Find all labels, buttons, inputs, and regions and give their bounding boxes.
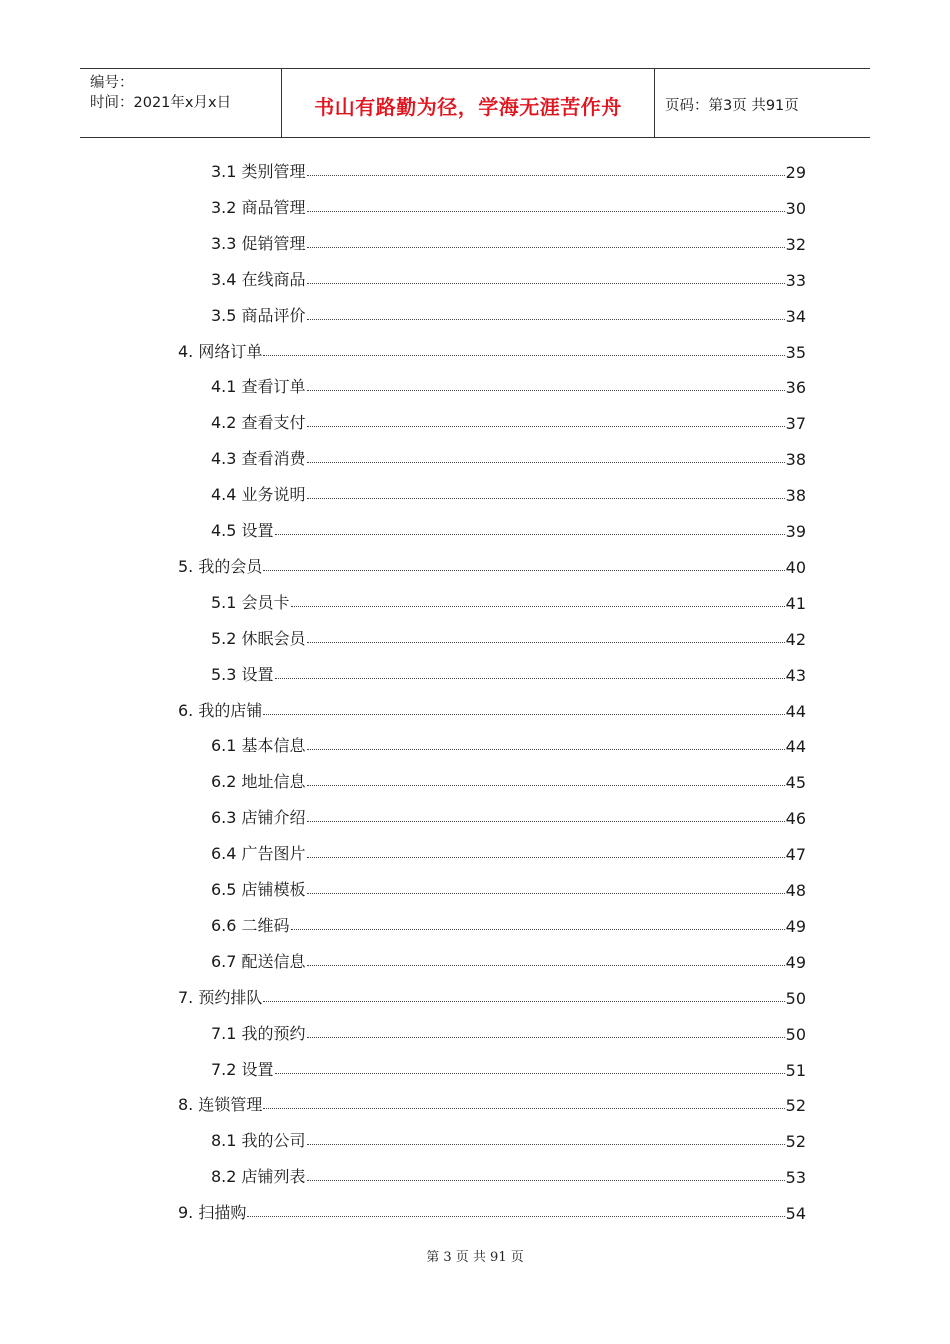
toc-entry-title: 8.1 我的公司 xyxy=(211,1131,306,1151)
toc-leader-dots xyxy=(307,425,785,427)
toc-leader-dots xyxy=(307,748,785,750)
toc-entry-page: 40 xyxy=(785,557,806,577)
toc-entry[interactable] xyxy=(211,625,806,649)
toc-leader-dots xyxy=(307,282,785,284)
toc-entry[interactable] xyxy=(211,266,806,290)
toc-entry-page: 33 xyxy=(785,270,806,290)
toc-entry[interactable] xyxy=(211,589,806,613)
toc-entry[interactable] xyxy=(211,768,806,792)
toc-leader-dots xyxy=(307,892,785,894)
toc-entry-title: 9. 扫描购 xyxy=(178,1203,247,1223)
toc-entry-page: 49 xyxy=(785,952,806,972)
toc-entry[interactable] xyxy=(178,697,806,721)
toc-entry[interactable] xyxy=(211,517,806,541)
toc-entry-title: 7.2 设置 xyxy=(211,1059,274,1079)
toc-entry-page: 29 xyxy=(785,163,806,182)
toc-entry[interactable] xyxy=(178,338,806,362)
toc-entry-title: 5.2 休眠会员 xyxy=(211,628,306,648)
toc-entry[interactable] xyxy=(211,158,806,182)
toc-entry-page: 42 xyxy=(785,629,806,649)
toc-entry[interactable] xyxy=(211,804,806,828)
toc-leader-dots xyxy=(307,856,785,858)
toc-entry-page: 35 xyxy=(785,342,806,362)
toc-entry-title: 6.5 店铺模板 xyxy=(211,880,306,899)
toc-entry[interactable] xyxy=(178,553,806,577)
toc-leader-dots xyxy=(307,820,785,822)
toc-entry-title: 3.1 类别管理 xyxy=(211,162,306,181)
toc-leader-dots xyxy=(307,1179,785,1181)
toc-entry[interactable] xyxy=(211,661,806,685)
toc-leader-dots xyxy=(263,354,784,356)
toc-entry-page: 37 xyxy=(785,414,806,434)
toc-entry-title: 4.3 查看消费 xyxy=(211,449,306,469)
page-footer: 第 3 页 共 91 页 xyxy=(426,1250,524,1265)
date-label: 时间：2021年x月x日 xyxy=(90,95,232,111)
toc-entry-page: 43 xyxy=(785,665,806,685)
toc-entry[interactable] xyxy=(178,1091,806,1115)
toc-entry-page: 54 xyxy=(785,1204,806,1224)
header-motto-cell xyxy=(282,69,655,137)
toc-entry[interactable] xyxy=(211,445,806,469)
toc-entry[interactable] xyxy=(211,732,806,756)
number-label: 编号： xyxy=(90,75,134,91)
toc-entry[interactable] xyxy=(178,1199,806,1223)
toc-leader-dots xyxy=(307,174,785,176)
toc-entry-page: 51 xyxy=(785,1060,806,1080)
toc-entry[interactable] xyxy=(211,194,806,218)
toc-leader-dots xyxy=(247,1215,784,1217)
toc-entry-title: 4.4 业务说明 xyxy=(211,485,306,505)
toc-entry[interactable] xyxy=(211,840,806,864)
toc-entry-page: 38 xyxy=(785,450,806,470)
toc-entry-title: 5.1 会员卡 xyxy=(211,592,290,612)
toc-leader-dots xyxy=(307,389,785,391)
toc-entry-page: 32 xyxy=(785,234,806,254)
toc-entry[interactable] xyxy=(211,373,806,397)
toc-leader-dots xyxy=(275,677,785,679)
toc-entry-page: 39 xyxy=(785,522,806,541)
toc-entry-title: 7. 预约排队 xyxy=(178,987,263,1007)
toc-leader-dots xyxy=(263,1107,784,1109)
toc-entry-page: 53 xyxy=(785,1168,806,1188)
toc-entry-page: 44 xyxy=(785,701,806,721)
toc-entry[interactable] xyxy=(211,1163,806,1187)
toc-leader-dots xyxy=(307,318,785,320)
toc-entry-page: 50 xyxy=(785,988,806,1008)
toc-entry-page: 44 xyxy=(785,737,806,757)
toc-leader-dots xyxy=(275,1072,785,1074)
toc-leader-dots xyxy=(275,533,785,535)
toc-entry[interactable] xyxy=(178,984,806,1008)
toc-leader-dots xyxy=(307,497,785,499)
toc-entry-title: 3.5 商品评价 xyxy=(211,305,306,325)
toc-entry-title: 6.7 配送信息 xyxy=(211,951,306,971)
toc-entry-title: 3.4 在线商品 xyxy=(211,269,306,289)
header-meta xyxy=(80,69,282,137)
toc-entry[interactable] xyxy=(211,1056,806,1080)
toc-entry[interactable] xyxy=(211,302,806,326)
toc-entry-title: 4.5 设置 xyxy=(211,521,274,540)
page-header xyxy=(80,68,870,138)
page-info: 页码：第3页 共91页 xyxy=(665,98,799,114)
toc-entry-title: 6.1 基本信息 xyxy=(211,736,306,756)
toc-entry-page: 30 xyxy=(785,198,806,218)
toc-entry-title: 4.2 查看支付 xyxy=(211,413,306,433)
toc-entry-page: 34 xyxy=(785,306,806,326)
toc-entry[interactable] xyxy=(211,876,806,900)
toc-entry-page: 36 xyxy=(785,378,806,398)
header-page-cell xyxy=(655,69,870,137)
toc-entry-title: 8. 连锁管理 xyxy=(178,1095,263,1115)
toc-entry[interactable] xyxy=(211,912,806,936)
toc-entry[interactable] xyxy=(211,409,806,433)
toc-entry-page: 41 xyxy=(785,593,806,613)
toc-entry-title: 6.6 二维码 xyxy=(211,915,290,935)
toc-leader-dots xyxy=(263,1000,784,1002)
toc-entry-page: 52 xyxy=(785,1132,806,1152)
toc-entry[interactable] xyxy=(211,948,806,972)
toc-entry-page: 52 xyxy=(785,1096,806,1116)
toc-leader-dots xyxy=(307,964,785,966)
toc-entry-title: 3.2 商品管理 xyxy=(211,197,306,217)
toc-leader-dots xyxy=(263,569,784,571)
toc-entry-title: 6.2 地址信息 xyxy=(211,772,306,792)
toc-entry-page: 50 xyxy=(785,1024,806,1044)
toc-leader-dots xyxy=(307,1036,785,1038)
toc-leader-dots xyxy=(307,210,785,212)
toc-leader-dots xyxy=(307,641,785,643)
toc-entry-page: 47 xyxy=(785,845,806,865)
toc-entry-title: 5. 我的会员 xyxy=(178,556,263,576)
toc-leader-dots xyxy=(307,784,785,786)
motto-text: 书山有路勤为径，学海无涯苦作舟 xyxy=(314,95,622,119)
toc-entry[interactable] xyxy=(211,1127,806,1151)
toc-leader-dots xyxy=(263,713,784,715)
toc-leader-dots xyxy=(307,461,785,463)
toc-entry-title: 3.3 促销管理 xyxy=(211,233,306,253)
toc-entry-page: 45 xyxy=(785,773,806,793)
toc-entry-title: 5.3 设置 xyxy=(211,664,274,684)
toc-entry-title: 8.2 店铺列表 xyxy=(211,1167,306,1187)
toc-entry-page: 48 xyxy=(785,881,806,900)
toc-entry-title: 6.3 店铺介绍 xyxy=(211,808,306,828)
toc-entry[interactable] xyxy=(211,1020,806,1044)
toc-entry-page: 46 xyxy=(785,809,806,829)
toc-entry[interactable] xyxy=(211,230,806,254)
toc-entry-title: 4. 网络订单 xyxy=(178,341,263,361)
toc-entry-page: 38 xyxy=(785,486,806,506)
toc-leader-dots xyxy=(291,928,785,930)
toc-leader-dots xyxy=(307,1143,785,1145)
toc-entry-title: 7.1 我的预约 xyxy=(211,1023,306,1043)
toc-leader-dots xyxy=(307,246,785,248)
toc-leader-dots xyxy=(291,605,785,607)
toc-entry-title: 6. 我的店铺 xyxy=(178,700,263,720)
toc-entry-title: 6.4 广告图片 xyxy=(211,844,306,864)
toc-entry-title: 4.1 查看订单 xyxy=(211,377,306,397)
toc-entry[interactable] xyxy=(211,481,806,505)
toc-entry-page: 49 xyxy=(785,916,806,936)
